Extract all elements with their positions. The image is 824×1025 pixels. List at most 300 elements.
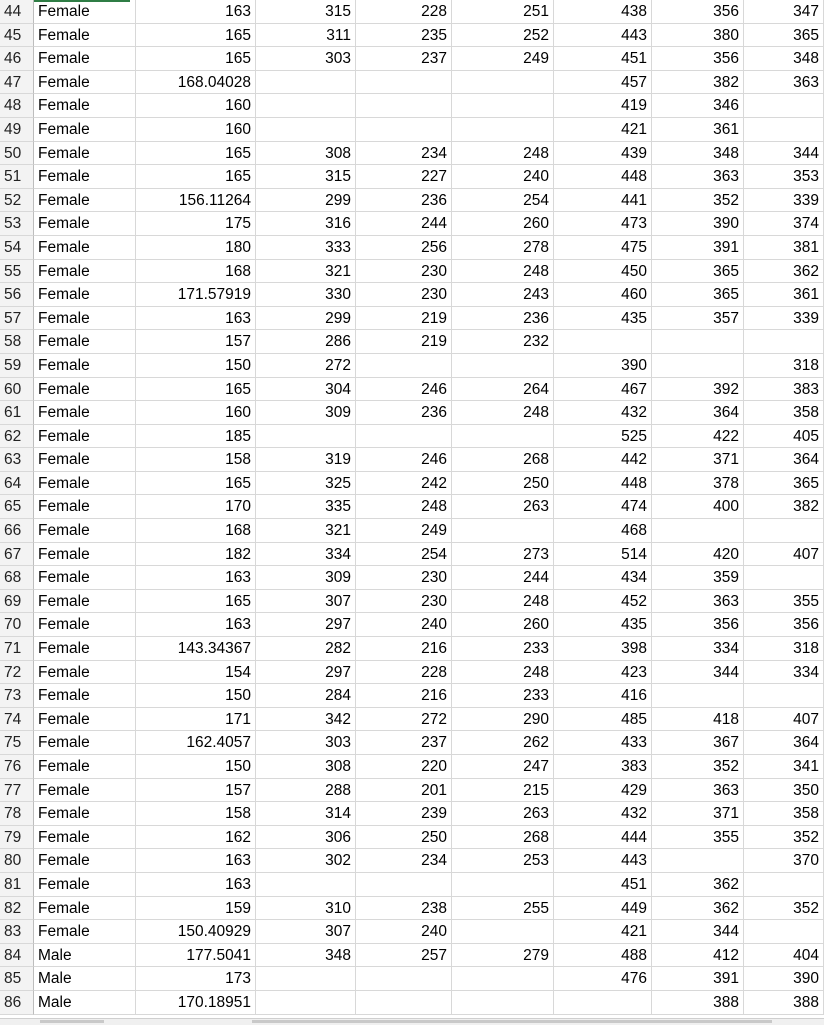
gender-cell[interactable]: Female (34, 637, 136, 661)
value-cell[interactable] (554, 991, 652, 1015)
value-cell[interactable]: 460 (554, 283, 652, 307)
row-header[interactable]: 45 (0, 24, 34, 48)
row-header[interactable]: 65 (0, 495, 34, 519)
value-cell[interactable]: 249 (452, 47, 554, 71)
value-cell[interactable]: 158 (136, 448, 256, 472)
value-cell[interactable]: 392 (652, 378, 744, 402)
value-cell[interactable]: 514 (554, 543, 652, 567)
row-header[interactable]: 44 (0, 0, 34, 24)
value-cell[interactable]: 330 (256, 283, 356, 307)
value-cell[interactable]: 257 (356, 944, 452, 968)
gender-cell[interactable]: Female (34, 472, 136, 496)
value-cell[interactable]: 365 (652, 283, 744, 307)
value-cell[interactable]: 382 (744, 495, 824, 519)
value-cell[interactable]: 233 (452, 684, 554, 708)
value-cell[interactable]: 361 (652, 118, 744, 142)
value-cell[interactable]: 404 (744, 944, 824, 968)
value-cell[interactable]: 383 (554, 755, 652, 779)
value-cell[interactable] (744, 684, 824, 708)
value-cell[interactable]: 367 (652, 731, 744, 755)
value-cell[interactable]: 279 (452, 944, 554, 968)
value-cell[interactable]: 433 (554, 731, 652, 755)
gender-cell[interactable]: Female (34, 0, 136, 24)
value-cell[interactable]: 162 (136, 826, 256, 850)
value-cell[interactable]: 272 (356, 708, 452, 732)
value-cell[interactable] (256, 71, 356, 95)
value-cell[interactable] (356, 71, 452, 95)
row-header[interactable]: 81 (0, 873, 34, 897)
value-cell[interactable]: 310 (256, 897, 356, 921)
scrollbar-thumb[interactable] (252, 1020, 772, 1023)
value-cell[interactable]: 374 (744, 212, 824, 236)
value-cell[interactable]: 237 (356, 731, 452, 755)
value-cell[interactable]: 355 (744, 590, 824, 614)
value-cell[interactable]: 391 (652, 967, 744, 991)
value-cell[interactable]: 467 (554, 378, 652, 402)
gender-cell[interactable]: Female (34, 330, 136, 354)
value-cell[interactable]: 255 (452, 897, 554, 921)
row-header[interactable]: 46 (0, 47, 34, 71)
value-cell[interactable]: 201 (356, 779, 452, 803)
value-cell[interactable]: 278 (452, 236, 554, 260)
value-cell[interactable]: 488 (554, 944, 652, 968)
value-cell[interactable]: 165 (136, 165, 256, 189)
value-cell[interactable]: 268 (452, 826, 554, 850)
value-cell[interactable]: 361 (744, 283, 824, 307)
value-cell[interactable]: 485 (554, 708, 652, 732)
value-cell[interactable] (452, 71, 554, 95)
value-cell[interactable] (356, 94, 452, 118)
value-cell[interactable]: 352 (652, 755, 744, 779)
gender-cell[interactable]: Male (34, 967, 136, 991)
value-cell[interactable]: 163 (136, 0, 256, 24)
value-cell[interactable]: 419 (554, 94, 652, 118)
value-cell[interactable]: 448 (554, 472, 652, 496)
gender-cell[interactable]: Female (34, 543, 136, 567)
value-cell[interactable]: 334 (256, 543, 356, 567)
gender-cell[interactable]: Female (34, 779, 136, 803)
gender-cell[interactable]: Female (34, 661, 136, 685)
value-cell[interactable]: 391 (652, 236, 744, 260)
value-cell[interactable]: 315 (256, 0, 356, 24)
value-cell[interactable]: 150 (136, 755, 256, 779)
value-cell[interactable]: 232 (452, 330, 554, 354)
row-header[interactable]: 69 (0, 590, 34, 614)
value-cell[interactable]: 290 (452, 708, 554, 732)
value-cell[interactable]: 356 (652, 0, 744, 24)
value-cell[interactable]: 286 (256, 330, 356, 354)
gender-cell[interactable]: Female (34, 708, 136, 732)
value-cell[interactable] (256, 94, 356, 118)
value-cell[interactable] (452, 354, 554, 378)
value-cell[interactable]: 219 (356, 307, 452, 331)
value-cell[interactable] (356, 873, 452, 897)
value-cell[interactable]: 362 (652, 897, 744, 921)
value-cell[interactable]: 254 (356, 543, 452, 567)
value-cell[interactable]: 268 (452, 448, 554, 472)
gender-cell[interactable]: Female (34, 354, 136, 378)
value-cell[interactable]: 344 (652, 661, 744, 685)
value-cell[interactable]: 429 (554, 779, 652, 803)
value-cell[interactable]: 237 (356, 47, 452, 71)
value-cell[interactable]: 371 (652, 448, 744, 472)
value-cell[interactable]: 358 (744, 802, 824, 826)
value-cell[interactable]: 177.5041 (136, 944, 256, 968)
value-cell[interactable]: 339 (744, 189, 824, 213)
value-cell[interactable]: 180 (136, 236, 256, 260)
value-cell[interactable]: 362 (652, 873, 744, 897)
gender-cell[interactable]: Female (34, 613, 136, 637)
value-cell[interactable]: 382 (652, 71, 744, 95)
row-header[interactable]: 66 (0, 519, 34, 543)
value-cell[interactable]: 388 (652, 991, 744, 1015)
value-cell[interactable]: 160 (136, 94, 256, 118)
value-cell[interactable]: 365 (652, 260, 744, 284)
gender-cell[interactable]: Male (34, 944, 136, 968)
gender-cell[interactable]: Female (34, 307, 136, 331)
value-cell[interactable]: 363 (652, 165, 744, 189)
value-cell[interactable]: 156.11264 (136, 189, 256, 213)
gender-cell[interactable]: Female (34, 519, 136, 543)
value-cell[interactable]: 347 (744, 0, 824, 24)
value-cell[interactable]: 333 (256, 236, 356, 260)
gender-cell[interactable]: Female (34, 212, 136, 236)
value-cell[interactable]: 165 (136, 378, 256, 402)
value-cell[interactable]: 263 (452, 495, 554, 519)
value-cell[interactable]: 398 (554, 637, 652, 661)
value-cell[interactable]: 288 (256, 779, 356, 803)
value-cell[interactable]: 442 (554, 448, 652, 472)
gender-cell[interactable]: Female (34, 94, 136, 118)
row-header[interactable]: 71 (0, 637, 34, 661)
value-cell[interactable]: 448 (554, 165, 652, 189)
value-cell[interactable]: 363 (744, 71, 824, 95)
gender-cell[interactable]: Female (34, 118, 136, 142)
gender-cell[interactable]: Female (34, 495, 136, 519)
value-cell[interactable]: 316 (256, 212, 356, 236)
value-cell[interactable] (744, 873, 824, 897)
value-cell[interactable] (256, 873, 356, 897)
value-cell[interactable]: 157 (136, 330, 256, 354)
gender-cell[interactable]: Female (34, 47, 136, 71)
value-cell[interactable]: 238 (356, 897, 452, 921)
value-cell[interactable]: 163 (136, 849, 256, 873)
value-cell[interactable]: 182 (136, 543, 256, 567)
value-cell[interactable]: 318 (744, 637, 824, 661)
value-cell[interactable]: 435 (554, 613, 652, 637)
value-cell[interactable]: 307 (256, 590, 356, 614)
value-cell[interactable]: 165 (136, 24, 256, 48)
value-cell[interactable]: 364 (744, 448, 824, 472)
value-cell[interactable]: 473 (554, 212, 652, 236)
value-cell[interactable]: 150 (136, 684, 256, 708)
value-cell[interactable]: 468 (554, 519, 652, 543)
value-cell[interactable] (256, 991, 356, 1015)
value-cell[interactable]: 311 (256, 24, 356, 48)
value-cell[interactable]: 314 (256, 802, 356, 826)
value-cell[interactable]: 421 (554, 118, 652, 142)
value-cell[interactable]: 308 (256, 755, 356, 779)
row-header[interactable]: 48 (0, 94, 34, 118)
value-cell[interactable]: 165 (136, 47, 256, 71)
value-cell[interactable]: 256 (356, 236, 452, 260)
gender-cell[interactable]: Female (34, 378, 136, 402)
gender-cell[interactable]: Female (34, 802, 136, 826)
value-cell[interactable]: 365 (744, 24, 824, 48)
value-cell[interactable]: 319 (256, 448, 356, 472)
value-cell[interactable] (744, 330, 824, 354)
row-header[interactable]: 53 (0, 212, 34, 236)
row-header[interactable]: 59 (0, 354, 34, 378)
value-cell[interactable] (452, 94, 554, 118)
value-cell[interactable]: 163 (136, 566, 256, 590)
row-header[interactable]: 80 (0, 849, 34, 873)
value-cell[interactable]: 357 (652, 307, 744, 331)
value-cell[interactable] (554, 330, 652, 354)
row-header[interactable]: 62 (0, 425, 34, 449)
value-cell[interactable] (452, 920, 554, 944)
value-cell[interactable]: 216 (356, 684, 452, 708)
value-cell[interactable]: 154 (136, 661, 256, 685)
value-cell[interactable]: 163 (136, 873, 256, 897)
value-cell[interactable]: 306 (256, 826, 356, 850)
gender-cell[interactable]: Female (34, 920, 136, 944)
value-cell[interactable]: 246 (356, 448, 452, 472)
value-cell[interactable]: 371 (652, 802, 744, 826)
value-cell[interactable]: 363 (652, 779, 744, 803)
value-cell[interactable]: 236 (356, 401, 452, 425)
value-cell[interactable]: 244 (452, 566, 554, 590)
row-header[interactable]: 68 (0, 566, 34, 590)
value-cell[interactable]: 352 (652, 189, 744, 213)
value-cell[interactable]: 170 (136, 495, 256, 519)
value-cell[interactable]: 421 (554, 920, 652, 944)
value-cell[interactable]: 253 (452, 849, 554, 873)
gender-cell[interactable]: Female (34, 566, 136, 590)
row-header[interactable]: 83 (0, 920, 34, 944)
row-header[interactable]: 84 (0, 944, 34, 968)
value-cell[interactable]: 173 (136, 967, 256, 991)
value-cell[interactable]: 304 (256, 378, 356, 402)
value-cell[interactable]: 449 (554, 897, 652, 921)
value-cell[interactable] (356, 991, 452, 1015)
value-cell[interactable]: 252 (452, 24, 554, 48)
value-cell[interactable]: 303 (256, 47, 356, 71)
value-cell[interactable]: 220 (356, 755, 452, 779)
value-cell[interactable]: 525 (554, 425, 652, 449)
row-header[interactable]: 74 (0, 708, 34, 732)
value-cell[interactable]: 344 (652, 920, 744, 944)
value-cell[interactable]: 341 (744, 755, 824, 779)
value-cell[interactable]: 400 (652, 495, 744, 519)
value-cell[interactable]: 236 (356, 189, 452, 213)
value-cell[interactable]: 474 (554, 495, 652, 519)
value-cell[interactable]: 390 (554, 354, 652, 378)
value-cell[interactable]: 423 (554, 661, 652, 685)
value-cell[interactable] (356, 118, 452, 142)
value-cell[interactable]: 236 (452, 307, 554, 331)
value-cell[interactable]: 163 (136, 613, 256, 637)
value-cell[interactable] (452, 967, 554, 991)
value-cell[interactable]: 334 (744, 661, 824, 685)
value-cell[interactable]: 363 (652, 590, 744, 614)
value-cell[interactable]: 227 (356, 165, 452, 189)
value-cell[interactable]: 441 (554, 189, 652, 213)
value-cell[interactable]: 334 (652, 637, 744, 661)
value-cell[interactable]: 299 (256, 307, 356, 331)
value-cell[interactable] (452, 991, 554, 1015)
value-cell[interactable]: 381 (744, 236, 824, 260)
value-cell[interactable]: 165 (136, 472, 256, 496)
value-cell[interactable]: 150.40929 (136, 920, 256, 944)
value-cell[interactable]: 159 (136, 897, 256, 921)
value-cell[interactable] (744, 94, 824, 118)
value-cell[interactable]: 364 (744, 731, 824, 755)
value-cell[interactable]: 452 (554, 590, 652, 614)
row-header[interactable]: 79 (0, 826, 34, 850)
value-cell[interactable]: 407 (744, 708, 824, 732)
gender-cell[interactable]: Female (34, 260, 136, 284)
value-cell[interactable]: 254 (452, 189, 554, 213)
value-cell[interactable]: 240 (452, 165, 554, 189)
value-cell[interactable]: 348 (256, 944, 356, 968)
value-cell[interactable]: 216 (356, 637, 452, 661)
value-cell[interactable]: 251 (452, 0, 554, 24)
value-cell[interactable]: 219 (356, 330, 452, 354)
value-cell[interactable]: 303 (256, 731, 356, 755)
value-cell[interactable]: 457 (554, 71, 652, 95)
value-cell[interactable] (652, 849, 744, 873)
row-header[interactable]: 57 (0, 307, 34, 331)
gender-cell[interactable]: Female (34, 24, 136, 48)
value-cell[interactable]: 250 (356, 826, 452, 850)
value-cell[interactable]: 165 (136, 590, 256, 614)
value-cell[interactable]: 240 (356, 920, 452, 944)
value-cell[interactable]: 273 (452, 543, 554, 567)
value-cell[interactable]: 248 (452, 142, 554, 166)
value-cell[interactable]: 247 (452, 755, 554, 779)
value-cell[interactable]: 297 (256, 613, 356, 637)
gender-cell[interactable]: Female (34, 590, 136, 614)
value-cell[interactable] (652, 330, 744, 354)
value-cell[interactable]: 342 (256, 708, 356, 732)
gender-cell[interactable]: Female (34, 849, 136, 873)
value-cell[interactable]: 249 (356, 519, 452, 543)
value-cell[interactable]: 230 (356, 283, 452, 307)
gender-cell[interactable]: Female (34, 826, 136, 850)
value-cell[interactable]: 344 (744, 142, 824, 166)
gender-cell[interactable]: Female (34, 236, 136, 260)
value-cell[interactable] (256, 967, 356, 991)
value-cell[interactable]: 476 (554, 967, 652, 991)
value-cell[interactable] (744, 519, 824, 543)
row-header[interactable]: 51 (0, 165, 34, 189)
value-cell[interactable]: 355 (652, 826, 744, 850)
gender-cell[interactable]: Female (34, 448, 136, 472)
row-header[interactable]: 77 (0, 779, 34, 803)
value-cell[interactable]: 260 (452, 212, 554, 236)
value-cell[interactable]: 356 (744, 613, 824, 637)
value-cell[interactable]: 432 (554, 401, 652, 425)
value-cell[interactable]: 215 (452, 779, 554, 803)
value-cell[interactable]: 358 (744, 401, 824, 425)
value-cell[interactable]: 228 (356, 0, 452, 24)
value-cell[interactable]: 356 (652, 613, 744, 637)
gender-cell[interactable]: Female (34, 189, 136, 213)
row-header[interactable]: 64 (0, 472, 34, 496)
value-cell[interactable]: 435 (554, 307, 652, 331)
value-cell[interactable]: 263 (452, 802, 554, 826)
value-cell[interactable]: 235 (356, 24, 452, 48)
row-header[interactable]: 78 (0, 802, 34, 826)
value-cell[interactable]: 260 (452, 613, 554, 637)
value-cell[interactable]: 365 (744, 472, 824, 496)
value-cell[interactable]: 233 (452, 637, 554, 661)
value-cell[interactable]: 168 (136, 519, 256, 543)
value-cell[interactable]: 158 (136, 802, 256, 826)
value-cell[interactable]: 272 (256, 354, 356, 378)
value-cell[interactable]: 284 (256, 684, 356, 708)
gender-cell[interactable]: Female (34, 165, 136, 189)
value-cell[interactable]: 168 (136, 260, 256, 284)
value-cell[interactable]: 163 (136, 307, 256, 331)
gender-cell[interactable]: Female (34, 755, 136, 779)
row-header[interactable]: 63 (0, 448, 34, 472)
value-cell[interactable]: 383 (744, 378, 824, 402)
value-cell[interactable]: 228 (356, 661, 452, 685)
value-cell[interactable]: 185 (136, 425, 256, 449)
value-cell[interactable]: 350 (744, 779, 824, 803)
gender-cell[interactable]: Female (34, 873, 136, 897)
value-cell[interactable]: 230 (356, 590, 452, 614)
gender-cell[interactable]: Female (34, 142, 136, 166)
row-header[interactable]: 73 (0, 684, 34, 708)
value-cell[interactable]: 168.04028 (136, 71, 256, 95)
row-header[interactable]: 75 (0, 731, 34, 755)
value-cell[interactable]: 359 (652, 566, 744, 590)
value-cell[interactable] (744, 920, 824, 944)
value-cell[interactable]: 230 (356, 566, 452, 590)
value-cell[interactable]: 348 (652, 142, 744, 166)
value-cell[interactable]: 248 (452, 401, 554, 425)
sheet-tab-strip[interactable] (40, 1020, 104, 1023)
value-cell[interactable]: 390 (744, 967, 824, 991)
value-cell[interactable]: 234 (356, 142, 452, 166)
value-cell[interactable]: 434 (554, 566, 652, 590)
row-header[interactable]: 60 (0, 378, 34, 402)
value-cell[interactable]: 299 (256, 189, 356, 213)
row-header[interactable]: 56 (0, 283, 34, 307)
value-cell[interactable] (356, 354, 452, 378)
gender-cell[interactable]: Female (34, 684, 136, 708)
value-cell[interactable]: 418 (652, 708, 744, 732)
value-cell[interactable]: 348 (744, 47, 824, 71)
value-cell[interactable]: 388 (744, 991, 824, 1015)
value-cell[interactable]: 412 (652, 944, 744, 968)
gender-cell[interactable]: Female (34, 401, 136, 425)
row-header[interactable]: 50 (0, 142, 34, 166)
value-cell[interactable]: 244 (356, 212, 452, 236)
value-cell[interactable]: 325 (256, 472, 356, 496)
value-cell[interactable]: 297 (256, 661, 356, 685)
gender-cell[interactable]: Female (34, 425, 136, 449)
value-cell[interactable]: 170.18951 (136, 991, 256, 1015)
value-cell[interactable] (744, 566, 824, 590)
row-header[interactable]: 86 (0, 991, 34, 1015)
value-cell[interactable]: 420 (652, 543, 744, 567)
value-cell[interactable]: 422 (652, 425, 744, 449)
value-cell[interactable]: 150 (136, 354, 256, 378)
